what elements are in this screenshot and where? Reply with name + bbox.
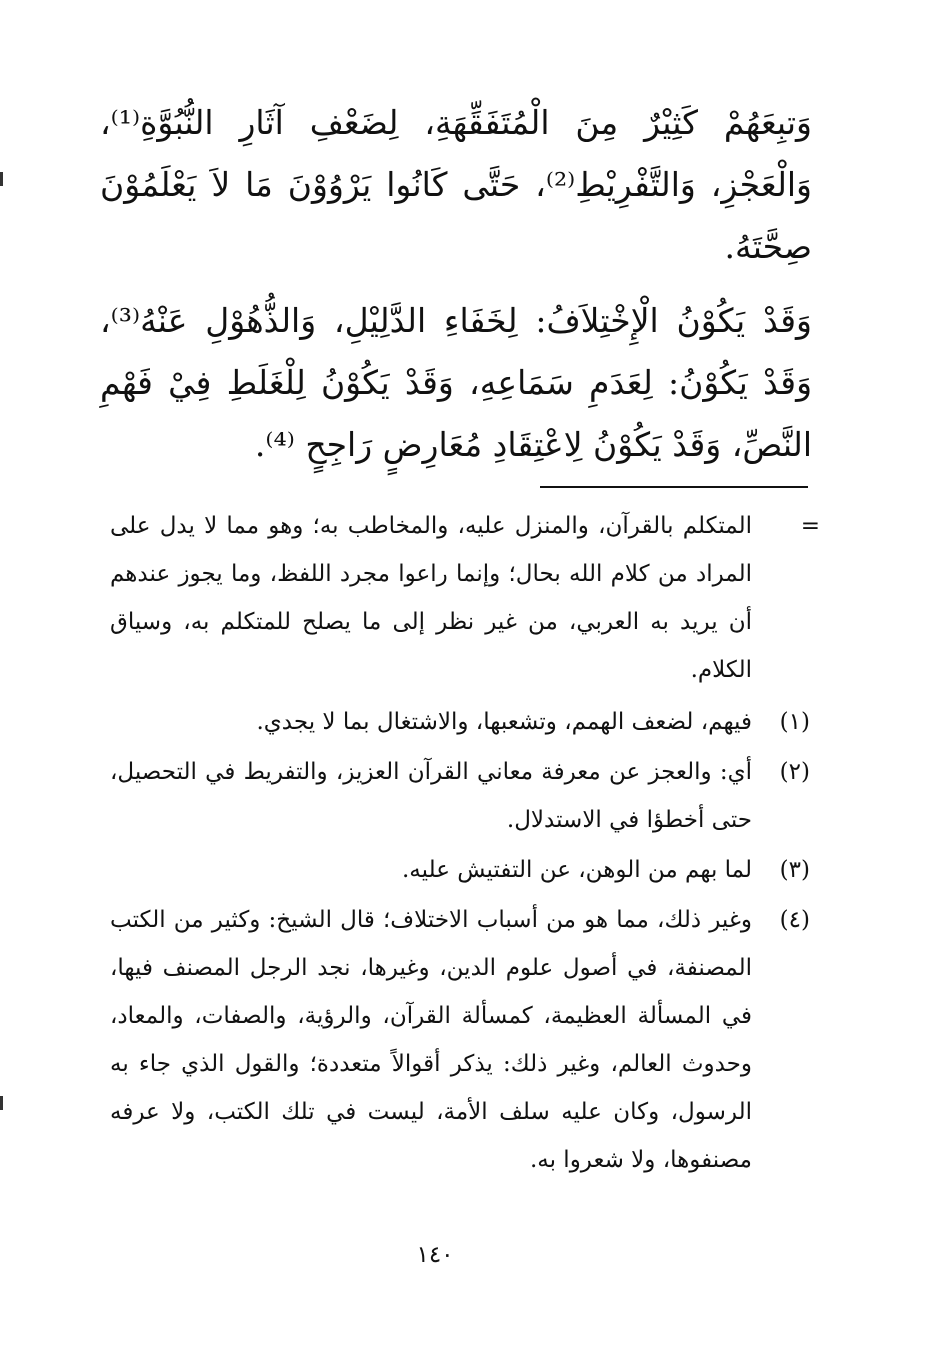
edge-mark-top bbox=[0, 172, 3, 186]
footnote-number: (٤) bbox=[779, 907, 810, 933]
footnote-text: فيهم، لضعف الهمم، وتشعبها، والاشتغال بما لا يجدي. bbox=[256, 709, 752, 735]
footnote-continuation bbox=[110, 502, 822, 694]
footnote-number: (٣) bbox=[779, 857, 810, 883]
footnote-text: وغير ذلك، مما هو من أسباب الاختلاف؛ قال الشيخ: وكثير من الكتب المصنفة، في أصول علوم الدين، وغيرها، نجد الرجل المصنف فيها، في المسألة العظيمة، كمسألة القرآن، والرؤية، والصفات، والمعاد، وحدوث العالم، وغير ذلك: يذكر أقوالاً متعددة؛ والقول الذي جاء به الرسول، وكان عليه سلف الأمة، ليست في تلك الكتب، ولا عرفه مصنفوها، ولا شعروا به. bbox=[110, 907, 752, 1173]
edge-mark-bottom bbox=[0, 1096, 3, 1110]
main-paragraph-1: وَتبِعَهُمْ كَثِيْرٌ مِنَ الْمُتَفَقِّهَةِ، لِضَعْفِ آثَارِ النُّبُوَّةِ⁽¹⁾، وَالْعَجْزِ، وَالتَّفْرِيْطِ⁽²⁾، حَتَّى كَانُوا يَرْوُوْنَ مَا لاَ يَعْلَمُوْنَ صِحَّتَهُ. bbox=[100, 103, 812, 266]
main-text bbox=[100, 92, 812, 488]
footnote-number: (٢) bbox=[779, 759, 810, 785]
footnote-4 bbox=[110, 896, 822, 1184]
page-number: ١٤٠ bbox=[416, 1242, 454, 1268]
footnote-text: أي: والعجز عن معرفة معاني القرآن العزيز، والتفريط في التحصيل، حتى أخطؤا في الاستدلال. bbox=[110, 759, 752, 833]
footnote-number: (١) bbox=[779, 709, 810, 735]
main-paragraph-2: وَقَدْ يَكُوْنُ الْإِخْتِلاَفُ: لِخَفَاءِ الدَّلِيْلِ، وَالذُّهُوْلِ عَنْهُ⁽³⁾، وَقَدْ يَكُوْنُ: لِعَدَمِ سَمَاعِهِ، وَقَدْ يَكُوْنُ لِلْغَلَطِ فِيْ فَهْمِ النَّصِّ، وَقَدْ يَكُوْنُ لِاعْتِقَادِ مُعَارِضٍ رَاجِحٍ ⁽⁴⁾. bbox=[100, 301, 812, 464]
continuation-text: المتكلم بالقرآن، والمنزل عليه، والمخاطب به؛ وهو مما لا يدل على المراد من كلام الله بحال؛ وإنما راعوا مجرد اللفظ، وما يجوز عندهم أن يريد به العربي، من غير نظر إلى ما يصلح للمتكلم به، وسياق الكلام. bbox=[110, 513, 752, 683]
footnote-3 bbox=[110, 846, 822, 894]
footnotes bbox=[110, 502, 822, 1186]
footnote-2 bbox=[110, 748, 822, 844]
footnote-1 bbox=[110, 698, 822, 746]
footnote-text: لما بهم من الوهن، عن التفتيش عليه. bbox=[402, 857, 752, 883]
footnote-divider bbox=[540, 486, 808, 488]
continuation-mark: = bbox=[800, 513, 820, 539]
